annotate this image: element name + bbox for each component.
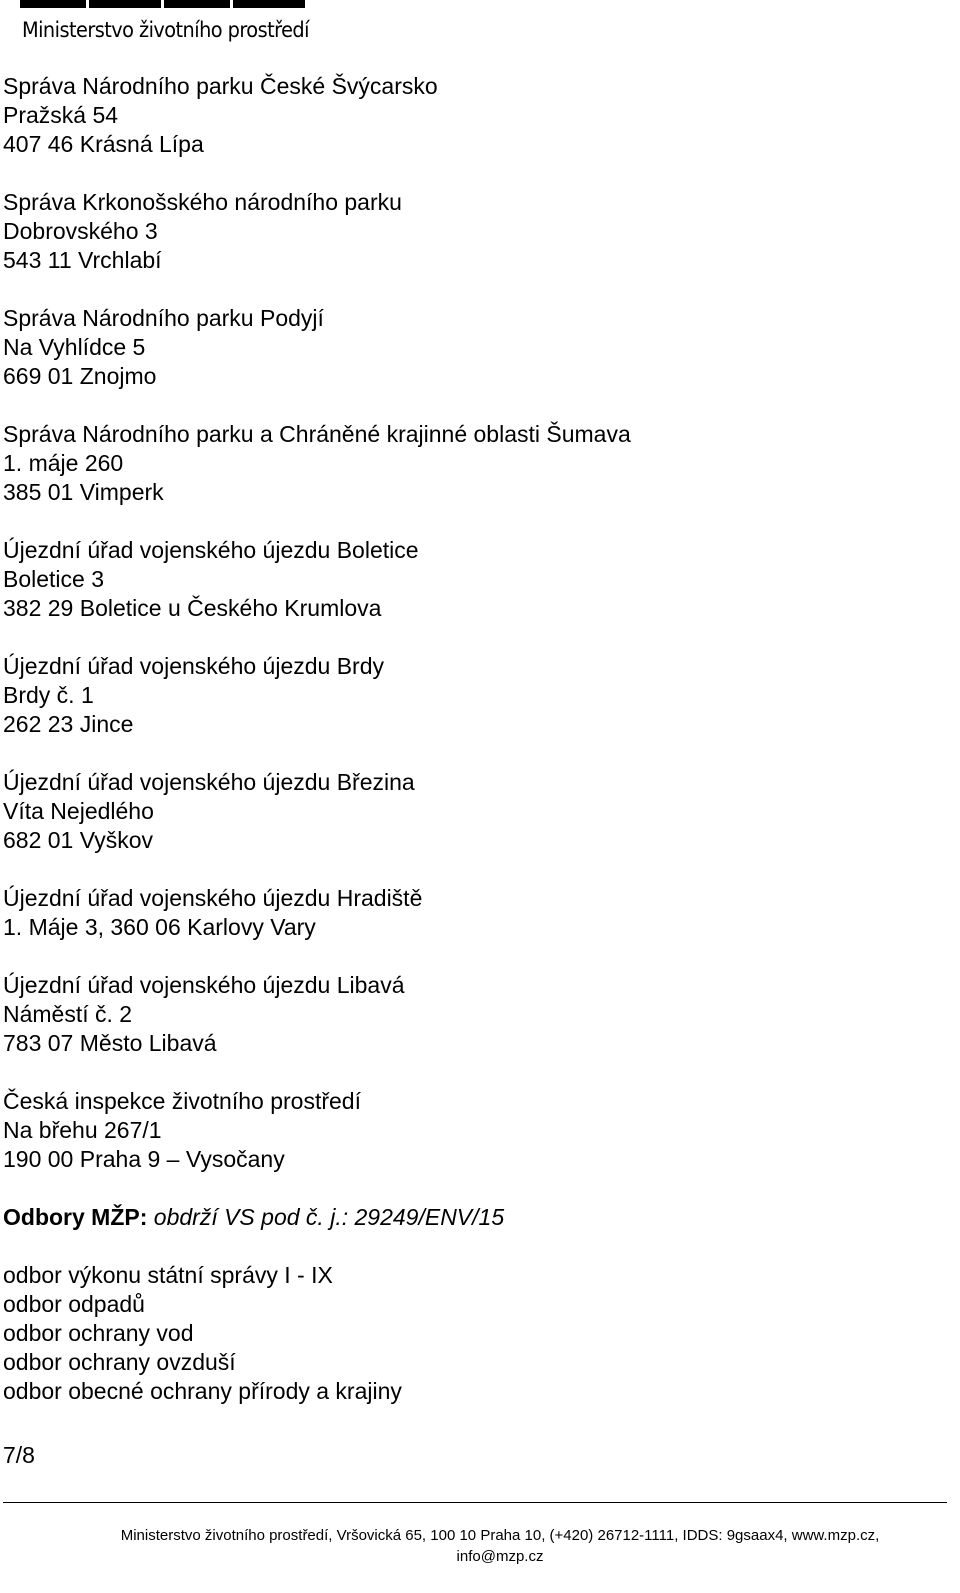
footer: [40, 1525, 960, 1567]
address-list: [3, 72, 943, 1174]
department-list: [3, 1261, 943, 1406]
odbory-label: Odbory MŽP:: [3, 1204, 148, 1230]
page-number: 7/8: [3, 1442, 35, 1468]
address-block: [3, 420, 943, 507]
odbory-note-text: obdrží VS pod č. j.: [153, 1204, 342, 1230]
address-line: Na Vyhlídce 5: [3, 334, 146, 360]
footer-divider: [3, 1502, 947, 1503]
address-block: [3, 768, 943, 855]
header-bar: [164, 0, 230, 8]
address-line: 262 23 Jince: [3, 711, 134, 737]
address-block: [3, 304, 943, 391]
address-recipient: Správa Krkonošského národního parku: [3, 189, 402, 215]
address-block: [3, 1087, 943, 1174]
address-recipient: Újezdní úřad vojenského újezdu Libavá: [3, 972, 405, 998]
footer-contact-line: Ministerstvo životního prostředí, Vršovická 65, 100 10 Praha 10, (+420) 26712-1111, IDDS: 9gsaax4, www.mzp.cz,: [120, 1527, 880, 1544]
address-line: 543 11 Vrchlabí: [3, 247, 162, 273]
address-recipient: Újezdní úřad vojenského újezdu Hradiště: [3, 885, 423, 911]
address-recipient: Újezdní úřad vojenského újezdu Brdy: [3, 653, 385, 679]
address-line: 682 01 Vyškov: [3, 827, 154, 853]
address-block: [3, 652, 943, 739]
address-recipient: Správa Národního parku České Švýcarsko: [3, 73, 438, 99]
department-item: odbor výkonu státní správy I - IX: [3, 1262, 333, 1288]
address-recipient: Újezdní úřad vojenského újezdu Březina: [3, 769, 415, 795]
address-recipient: Správa Národního parku a Chráněné krajinné oblasti Šumava: [3, 421, 631, 447]
address-line: Dobrovského 3: [3, 218, 158, 244]
address-block: [3, 72, 943, 159]
address-line: 783 07 Město Libavá: [3, 1030, 217, 1056]
address-line: Na břehu 267/1: [3, 1117, 162, 1143]
document-body: [3, 72, 943, 1406]
footer-email: info@mzp.cz: [456, 1548, 544, 1565]
address-block: [3, 536, 943, 623]
header-bar: [20, 0, 86, 8]
odbory-reference: : 29249/ENV/15: [341, 1204, 505, 1230]
address-recipient: Újezdní úřad vojenského újezdu Boletice: [3, 537, 419, 563]
address-line: Brdy č. 1: [3, 682, 94, 708]
address-block: [3, 188, 943, 275]
address-block: [3, 971, 943, 1058]
address-line: 190 00 Praha 9 – Vysočany: [3, 1146, 285, 1172]
header-bar: [233, 0, 305, 8]
address-line: 382 29 Boletice u Českého Krumlova: [3, 595, 382, 621]
header-decorative-bars: [20, 0, 305, 8]
address-line: 1. máje 260: [3, 450, 124, 476]
department-item: odbor odpadů: [3, 1291, 145, 1317]
address-line: Boletice 3: [3, 566, 105, 592]
address-line: Náměstí č. 2: [3, 1001, 133, 1027]
address-line: 407 46 Krásná Lípa: [3, 131, 204, 157]
department-item: odbor ochrany vod: [3, 1320, 194, 1346]
address-line: 385 01 Vimperk: [3, 479, 164, 505]
address-line: 669 01 Znojmo: [3, 363, 157, 389]
ministry-logo-title: Ministerstvo životního prostředí: [22, 18, 309, 42]
address-recipient: Česká inspekce životního prostředí: [3, 1088, 361, 1114]
odbory-note: [154, 1204, 342, 1230]
header-bar: [89, 0, 161, 8]
address-block: [3, 884, 943, 942]
address-line: Víta Nejedlého: [3, 798, 154, 824]
department-item: odbor ochrany ovzduší: [3, 1349, 236, 1375]
department-item: odbor obecné ochrany přírody a krajiny: [3, 1378, 402, 1404]
address-line: Pražská 54: [3, 102, 119, 128]
address-line: 1. Máje 3, 360 06 Karlovy Vary: [3, 914, 316, 940]
address-recipient: Správa Národního parku Podyjí: [3, 305, 324, 331]
odbory-heading: [3, 1203, 943, 1232]
